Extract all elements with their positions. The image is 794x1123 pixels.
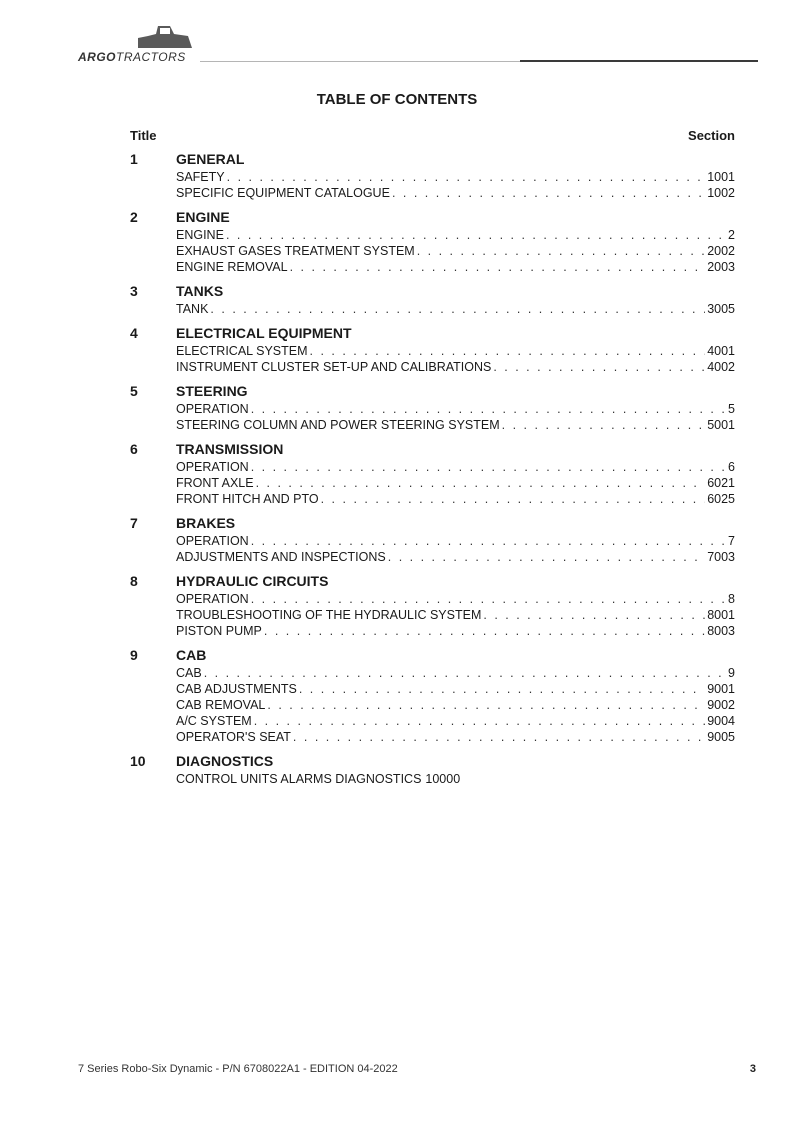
chapter-title[interactable]: ELECTRICAL EQUIPMENT <box>176 325 352 341</box>
entry-label: ENGINE REMOVAL <box>176 260 288 274</box>
entry-section-number: 9004 <box>707 714 735 728</box>
toc-chapter <box>130 751 735 787</box>
dot-leader <box>483 607 705 623</box>
entry-section-number: 7 <box>728 534 735 548</box>
entry-section-number: 9002 <box>707 698 735 712</box>
toc-entry[interactable] <box>176 459 735 475</box>
toc-entry[interactable] <box>176 591 735 607</box>
toc-chapter <box>130 571 735 639</box>
entry-label: A/C SYSTEM <box>176 714 252 728</box>
entry-section-number: 2 <box>728 228 735 242</box>
dot-leader <box>227 169 706 185</box>
toc-chapter <box>130 439 735 507</box>
toc-entry[interactable] <box>176 713 735 729</box>
dot-leader <box>254 713 705 729</box>
dot-leader <box>299 681 705 697</box>
entry-section-number: 7003 <box>707 550 735 564</box>
chapter-number: 4 <box>130 325 138 341</box>
page-title: TABLE OF CONTENTS <box>316 91 478 108</box>
entry-section-number: 1001 <box>707 170 735 184</box>
entry-label: FRONT AXLE <box>176 476 254 490</box>
dot-leader <box>321 491 706 507</box>
entry-section-number: 2002 <box>707 244 735 258</box>
entry-label: FRONT HITCH AND PTO <box>176 492 319 506</box>
logo-sub: TRACTORS <box>116 50 186 64</box>
entry-label: OPERATION <box>176 534 249 548</box>
entry-section-number: 6 <box>728 460 735 474</box>
toc-entry[interactable] <box>176 533 735 549</box>
page-number: 3 <box>749 1063 756 1075</box>
dot-leader <box>251 401 726 417</box>
entry-section-number: 8003 <box>707 624 735 638</box>
chapter-number: 1 <box>130 151 138 167</box>
toc-entry[interactable] <box>176 417 735 433</box>
entry-section-number: 8 <box>728 592 735 606</box>
entry-section-number: 10000 <box>425 772 461 786</box>
column-header-title: Title <box>130 128 157 143</box>
chapter-number: 9 <box>130 647 138 663</box>
entry-section-number: 2003 <box>707 260 735 274</box>
entry-label: INSTRUMENT CLUSTER SET-UP AND CALIBRATIONS <box>176 360 492 374</box>
toc-list <box>130 149 735 793</box>
chapter-number: 5 <box>130 383 138 399</box>
chapter-number: 7 <box>130 515 138 531</box>
toc-entry[interactable] <box>176 771 735 787</box>
entry-label: TROUBLESHOOTING OF THE HYDRAULIC SYSTEM <box>176 608 482 622</box>
toc-entry[interactable] <box>176 301 735 317</box>
chapter-title[interactable]: BRAKES <box>176 515 236 531</box>
dot-leader <box>293 729 705 745</box>
chapter-title[interactable]: CAB <box>176 647 207 663</box>
dot-leader <box>502 417 706 433</box>
dot-leader <box>256 475 706 491</box>
dot-leader <box>392 185 705 201</box>
argo-tractors-logo <box>78 24 198 64</box>
chapter-title[interactable]: ENGINE <box>176 209 230 225</box>
entry-section-number: 5001 <box>707 418 735 432</box>
entry-section-number: 4002 <box>707 360 735 374</box>
dot-leader <box>264 623 705 639</box>
entry-label: STEERING COLUMN AND POWER STEERING SYSTEM <box>176 418 500 432</box>
dot-leader <box>290 259 706 275</box>
dot-leader <box>267 697 705 713</box>
toc-chapter <box>130 281 735 317</box>
toc-entry[interactable] <box>176 475 735 491</box>
chapter-title[interactable]: TANKS <box>176 283 224 299</box>
chapter-title[interactable]: HYDRAULIC CIRCUITS <box>176 573 329 589</box>
entry-label: SPECIFIC EQUIPMENT CATALOGUE <box>176 186 390 200</box>
entry-section-number: 8001 <box>707 608 735 622</box>
entry-label: CAB REMOVAL <box>176 698 266 712</box>
toc-entry[interactable] <box>176 549 735 565</box>
dot-leader <box>493 359 705 375</box>
chapter-title[interactable]: TRANSMISSION <box>176 441 284 457</box>
entry-label: CAB <box>176 666 202 680</box>
entry-label: TANK <box>176 302 209 316</box>
entry-label: PISTON PUMP <box>176 624 262 638</box>
entry-label: OPERATION <box>176 592 249 606</box>
footer-text: 7 Series Robo-Six Dynamic - P/N 6708022A1 - EDITION 04-2022 <box>78 1063 398 1075</box>
chapter-title[interactable]: DIAGNOSTICS <box>176 753 274 769</box>
toc-chapter <box>130 645 735 745</box>
entry-section-number: 6021 <box>707 476 735 490</box>
entry-label: CONTROL UNITS ALARMS DIAGNOSTICS <box>176 772 422 786</box>
toc-entry[interactable] <box>176 359 735 375</box>
toc-entry[interactable] <box>176 607 735 623</box>
toc-entry[interactable] <box>176 729 735 745</box>
toc-entry[interactable] <box>176 491 735 507</box>
logo-brand: ARGO <box>78 50 116 64</box>
dot-leader <box>251 591 726 607</box>
entry-label: ENGINE <box>176 228 224 242</box>
header-rule-accent <box>520 60 758 62</box>
entry-label: ADJUSTMENTS AND INSPECTIONS <box>176 550 386 564</box>
dot-leader <box>210 301 705 317</box>
chapter-number: 8 <box>130 573 138 589</box>
entry-label: ELECTRICAL SYSTEM <box>176 344 308 358</box>
dot-leader <box>251 533 726 549</box>
toc-chapter <box>130 513 735 565</box>
entry-section-number: 4001 <box>707 344 735 358</box>
chapter-number: 3 <box>130 283 138 299</box>
entry-label: OPERATION <box>176 460 249 474</box>
toc-entry[interactable] <box>176 169 735 185</box>
entry-label: EXHAUST GASES TREATMENT SYSTEM <box>176 244 415 258</box>
chapter-title[interactable]: GENERAL <box>176 151 245 167</box>
toc-entry[interactable] <box>176 623 735 639</box>
toc-chapter <box>130 207 735 275</box>
toc-entry[interactable] <box>176 185 735 201</box>
dot-leader <box>417 243 705 259</box>
toc-entry[interactable] <box>176 665 735 681</box>
toc-entry[interactable] <box>176 259 735 275</box>
dot-leader <box>388 549 705 565</box>
entry-label: OPERATION <box>176 402 249 416</box>
toc-entry[interactable] <box>176 343 735 359</box>
entry-section-number: 9 <box>728 666 735 680</box>
entry-section-number: 6025 <box>707 492 735 506</box>
chapter-title[interactable]: STEERING <box>176 383 248 399</box>
entry-section-number: 3005 <box>707 302 735 316</box>
toc-entry[interactable] <box>176 681 735 697</box>
entry-section-number: 9005 <box>707 730 735 744</box>
chapter-number: 6 <box>130 441 138 457</box>
column-header-section: Section <box>688 128 735 143</box>
dot-leader <box>251 459 726 475</box>
toc-entry[interactable] <box>176 401 735 417</box>
toc-chapter <box>130 381 735 433</box>
entry-label: OPERATOR'S SEAT <box>176 730 291 744</box>
toc-entry[interactable] <box>176 227 735 243</box>
toc-chapter <box>130 149 735 201</box>
toc-chapter <box>130 323 735 375</box>
chapter-number: 2 <box>130 209 138 225</box>
toc-entry[interactable] <box>176 243 735 259</box>
entry-section-number: 9001 <box>707 682 735 696</box>
entry-label: SAFETY <box>176 170 225 184</box>
dot-leader <box>204 665 726 681</box>
chapter-number: 10 <box>130 753 146 769</box>
entry-section-number: 5 <box>728 402 735 416</box>
tractor-logo-icon <box>134 24 196 50</box>
toc-entry[interactable] <box>176 697 735 713</box>
entry-label: CAB ADJUSTMENTS <box>176 682 297 696</box>
dot-leader <box>226 227 726 243</box>
dot-leader <box>310 343 706 359</box>
logo-wordmark <box>78 50 186 64</box>
entry-section-number: 1002 <box>707 186 735 200</box>
